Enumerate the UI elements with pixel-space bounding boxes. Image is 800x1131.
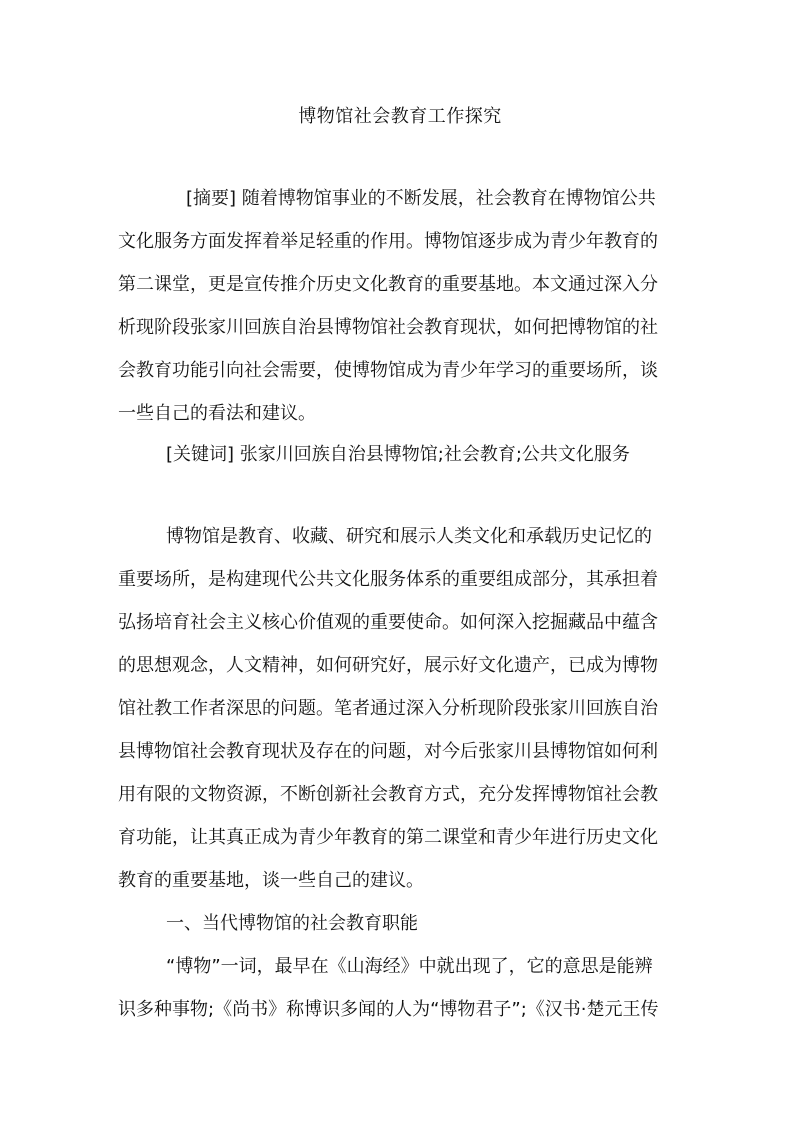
intro-line: 弘扬培育社会主义核心价值观的重要使命。如何深入挖掘藏品中蕴含	[118, 612, 658, 633]
abstract-line: 析现阶段张家川回族自治县博物馆社会教育现状，如何把博物馆的社	[118, 317, 658, 338]
section-line: 识多种事物;《尚书》称博识多闻的人为“博物君子”;《汉书·楚元王传	[118, 999, 659, 1020]
section-heading: 一、当代博物馆的社会教育职能	[166, 913, 418, 934]
intro-line: 教育的重要基地，谈一些自己的建议。	[118, 870, 424, 891]
intro-line: 县博物馆社会教育现状及存在的问题，对今后张家川县博物馆如何利	[118, 741, 658, 762]
abstract-line: 文化服务方面发挥着举足轻重的作用。博物馆逐步成为青少年教育的	[118, 231, 658, 252]
abstract-line: 第二课堂，更是宣传推介历史文化教育的重要基地。本文通过深入分	[118, 274, 658, 295]
section-line: “博物”一词，最早在《山海经》中就出现了，它的意思是能辨	[166, 956, 653, 977]
intro-line: 育功能，让其真正成为青少年教育的第二课堂和青少年进行历史文化	[118, 827, 658, 848]
intro-line: 用有限的文物资源，不断创新社会教育方式，充分发挥博物馆社会教	[118, 784, 658, 805]
abstract-line: 会教育功能引向社会需要，使博物馆成为青少年学习的重要场所，谈	[118, 360, 658, 381]
intro-line: 重要场所，是构建现代公共文化服务体系的重要组成部分，其承担着	[118, 569, 658, 590]
abstract-line: [摘要] 随着博物馆事业的不断发展，社会教育在博物馆公共	[186, 188, 656, 209]
document-title: 博物馆社会教育工作探究	[298, 106, 502, 127]
abstract-line: 一些自己的看法和建议。	[118, 403, 316, 424]
intro-line: 的思想观念，人文精神，如何研究好，展示好文化遗产，已成为博物	[118, 655, 658, 676]
intro-line: 馆社教工作者深思的问题。笔者通过深入分析现阶段张家川回族自治	[118, 698, 658, 719]
intro-line: 博物馆是教育、收藏、研究和展示人类文化和承载历史记忆的	[166, 526, 652, 547]
keywords-line: [关键词] 张家川回族自治县博物馆;社会教育;公共文化服务	[166, 444, 630, 465]
